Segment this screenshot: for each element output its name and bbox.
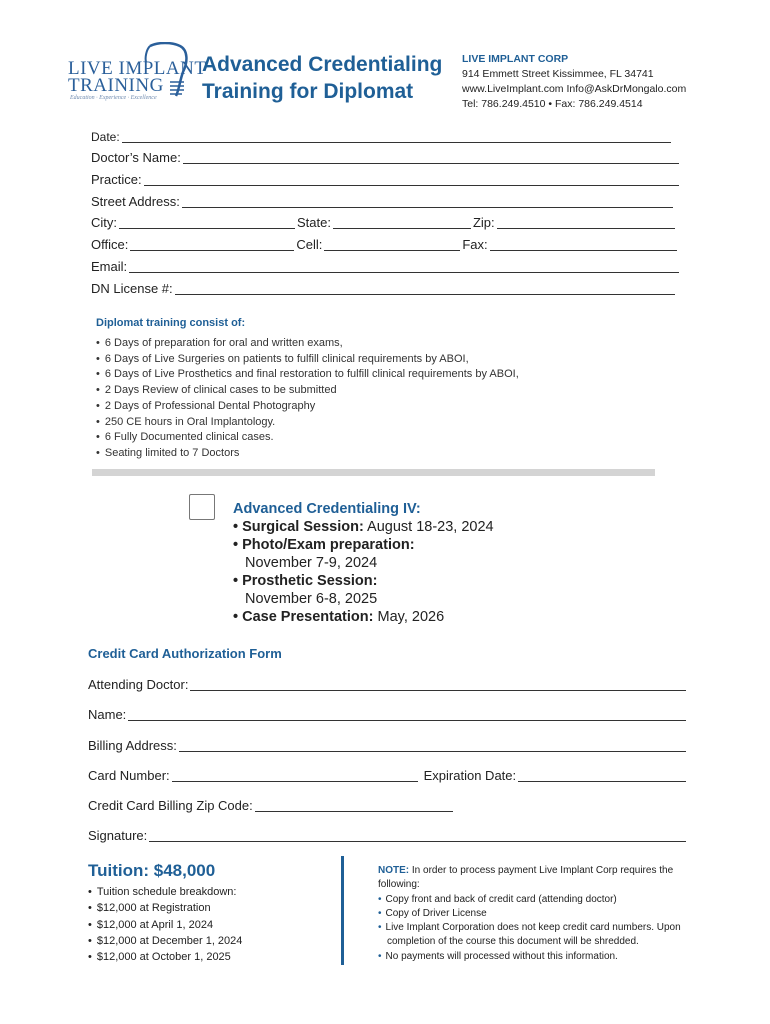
signature-label: Signature:: [88, 828, 148, 843]
case-presentation-date: May, 2026: [377, 609, 445, 625]
list-item: • 2 Days Review of clinical cases to be submitted: [96, 383, 519, 399]
office-label: Office:: [91, 237, 129, 252]
company-address: 914 Emmett Street Kissimmee, FL 34741: [462, 68, 654, 80]
doctor-name-field[interactable]: [183, 150, 679, 164]
billing-address-label: Billing Address:: [88, 738, 177, 753]
photo-exam-date: November 7-9, 2024: [245, 555, 378, 571]
payment-note: [378, 864, 698, 964]
note-intro: In order to process payment Live Implant Corp requires the following:: [378, 865, 674, 891]
note-label: NOTE:: [378, 865, 410, 876]
title-line-1: Advanced Credentialing: [202, 53, 443, 76]
email-field[interactable]: [129, 259, 679, 273]
company-phones: Tel: 786.249.4510 • Fax: 786.249.4514: [462, 98, 643, 110]
doctor-name-label: Doctor’s Name:: [91, 150, 181, 165]
page-title: [202, 51, 462, 105]
case-presentation-label: • Case Presentation:: [233, 609, 374, 625]
office-field[interactable]: [130, 237, 294, 251]
cardholder-name-label: Name:: [88, 707, 127, 722]
dn-license-row: [91, 281, 681, 297]
expiration-date-label: Expiration Date:: [423, 768, 517, 783]
email-row: [91, 259, 681, 275]
street-address-label: Street Address:: [91, 194, 180, 209]
list-item: • $12,000 at October 1, 2025: [88, 949, 242, 965]
billing-address-row: [88, 738, 688, 754]
billing-zip-field[interactable]: [255, 798, 453, 812]
practice-row: [91, 172, 681, 188]
city-label: City:: [91, 215, 117, 230]
date-row: [91, 129, 681, 145]
list-item: • 6 Fully Documented clinical cases.: [96, 430, 519, 446]
surgical-session-label: • Surgical Session:: [233, 519, 364, 535]
prosthetic-session-label: • Prosthetic Session:: [233, 573, 378, 589]
attending-doctor-row: [88, 677, 688, 693]
attending-doctor-label: Attending Doctor:: [88, 677, 189, 692]
training-heading: Diplomat training consist of:: [96, 317, 246, 329]
city-state-zip-row: [91, 215, 681, 231]
expiration-date-field[interactable]: [518, 768, 686, 782]
session-title: Advanced Credentialing IV:: [233, 501, 421, 517]
company-contact-block: [462, 52, 686, 112]
session-checkbox[interactable]: [189, 494, 215, 520]
fax-label: Fax:: [462, 237, 488, 252]
list-item: • Live Implant Corporation does not keep credit card numbers. Upon completion of the course this document will be shredded.: [378, 921, 698, 950]
signature-row: [88, 828, 688, 844]
logo-tagline: Education · Experience · Excellence: [70, 95, 157, 101]
list-item: • Tuition schedule breakdown:: [88, 884, 242, 900]
session-schedule: [233, 500, 494, 626]
practice-field[interactable]: [144, 172, 679, 186]
logo-word-training: TRAINING: [68, 75, 164, 96]
company-name: LIVE IMPLANT CORP: [462, 53, 569, 65]
zip-field[interactable]: [497, 215, 675, 229]
doctor-name-row: [91, 150, 681, 166]
note-list: [378, 893, 698, 964]
cardholder-name-field[interactable]: [128, 707, 686, 721]
billing-address-field[interactable]: [179, 738, 686, 752]
billing-zip-row: [88, 798, 688, 814]
list-item: • $12,000 at Registration: [88, 900, 242, 916]
list-item: • Seating limited to 7 Doctors: [96, 446, 519, 462]
list-item: • 2 Days of Professional Dental Photography: [96, 399, 519, 415]
signature-field[interactable]: [149, 828, 686, 842]
vertical-divider: [341, 856, 344, 965]
list-item: • 6 Days of preparation for oral and written exams,: [96, 336, 519, 352]
billing-zip-label: Credit Card Billing Zip Code:: [88, 798, 253, 813]
cell-field[interactable]: [324, 237, 460, 251]
list-item: • Copy of Driver License: [378, 907, 698, 921]
list-item: • Copy front and back of credit card (attending doctor): [378, 893, 698, 907]
state-label: State:: [297, 215, 331, 230]
card-number-field[interactable]: [172, 768, 418, 782]
card-number-row: [88, 768, 688, 784]
card-number-label: Card Number:: [88, 768, 170, 783]
company-web-email: www.LiveImplant.com Info@AskDrMongalo.com: [462, 83, 687, 95]
fax-field[interactable]: [490, 237, 677, 251]
date-field[interactable]: [122, 129, 671, 143]
credit-card-form-heading: Credit Card Authorization Form: [88, 646, 282, 661]
tuition-title: Tuition: $48,000: [88, 861, 216, 880]
dn-license-label: DN License #:: [91, 281, 173, 296]
list-item: • 6 Days of Live Prosthetics and final restoration to fulfill clinical requirements by ABOI,: [96, 367, 519, 383]
email-label: Email:: [91, 259, 128, 274]
cell-label: Cell:: [296, 237, 323, 252]
prosthetic-session-date: November 6-8, 2025: [245, 591, 378, 607]
cardholder-name-row: [88, 707, 688, 723]
list-item: • 250 CE hours in Oral Implantology.: [96, 415, 519, 431]
list-item: • $12,000 at December 1, 2024: [88, 933, 242, 949]
list-item: • 6 Days of Live Surgeries on patients to fulfill clinical requirements by ABOI,: [96, 352, 519, 368]
practice-label: Practice:: [91, 172, 142, 187]
list-item: • $12,000 at April 1, 2024: [88, 917, 242, 933]
training-list: [96, 336, 519, 462]
tuition-list: [88, 884, 242, 965]
date-label: Date:: [91, 130, 120, 144]
city-field[interactable]: [119, 215, 295, 229]
title-line-2: Training for Diplomat: [202, 80, 414, 103]
street-address-row: [91, 194, 681, 210]
street-address-field[interactable]: [182, 194, 673, 208]
logo-word-live-implant: LIVE IMPLANT: [68, 58, 207, 79]
dn-license-field[interactable]: [175, 281, 675, 295]
section-divider: [92, 469, 655, 476]
list-item: • No payments will processed without this information.: [378, 950, 698, 964]
office-cell-fax-row: [91, 237, 681, 253]
state-field[interactable]: [333, 215, 471, 229]
company-logo: [66, 42, 207, 106]
surgical-session-date: August 18-23, 2024: [367, 519, 494, 535]
zip-label: Zip:: [472, 215, 495, 230]
photo-exam-label: • Photo/Exam preparation:: [233, 537, 415, 553]
attending-doctor-field[interactable]: [190, 677, 686, 691]
